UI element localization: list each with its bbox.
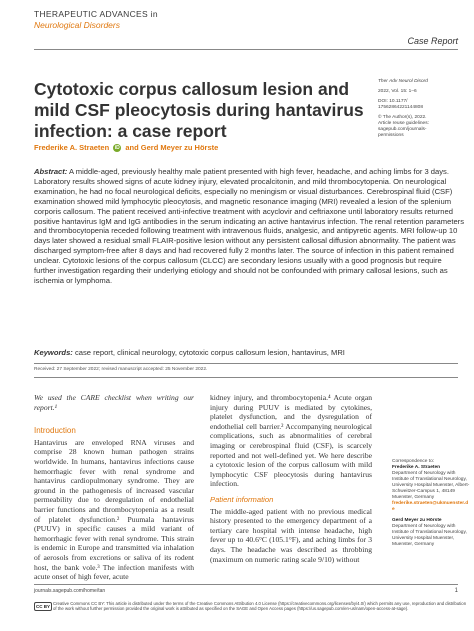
journal-url[interactable]: journals.sagepub.com/home/tan bbox=[34, 588, 106, 594]
meta-line: DOI: 10.1177/ bbox=[378, 99, 408, 104]
correspondence-address: Department of Neurology with Institute of Translational Neurology, University Hospital Muenster, Muenster, Germany bbox=[392, 524, 467, 547]
correspondence-email[interactable]: frederike.straeten@ukmuenster.de bbox=[392, 501, 469, 512]
keywords bbox=[34, 348, 464, 357]
correspondence-address: Department of Neurology with Institute of Translational Neurology, University Hospital Muenster, Albert-Schweitzer-Campus 1, 48149 Muenster, Germany bbox=[392, 471, 470, 500]
section-heading-patient: Patient information bbox=[210, 494, 274, 504]
abstract-divider bbox=[34, 363, 458, 364]
footer-divider bbox=[34, 584, 458, 585]
introduction-text: Hantavirus are enveloped RNA viruses and comprise 28 known human pathogen strains worldwide. In humans, hantavirus infections cause hemorrhagic fever with renal syndrome and hantavirus cardiopulmonary syndrome. They are ground in the pathogenesis of increased vascular permeability due to deregulation of endothelial barrier functions and thrombocytopenia as a result of platelet dysfunction.² Puumala hantavirus (PUUV) in specific causes a mild variant of hemorrhagic fever with renal syndrome. This strain is endemic in Europe and transmitted via inhalation of aerosols from excretions or saliva of its rodent host, the bank vole.³ The infection manifests with acute onset of high fever, acute bbox=[34, 437, 194, 582]
patient-text: The middle-aged patient with no previous medical history presented to the emergency department of a tertiary care hospital with intense headache, high fever up to 40.6°C (105.1°F), and aching limbs for 3 days. The headache was described as throbbing (maximum on numeric rating scale 9/10) without bbox=[210, 506, 372, 564]
author-list bbox=[34, 143, 218, 152]
article-meta bbox=[378, 79, 468, 139]
body-column-right bbox=[210, 393, 372, 564]
meta-line: Ther Adv Neurol Disord bbox=[378, 79, 428, 84]
correspondence-label: Correspondence to: bbox=[392, 459, 435, 464]
keywords-label: Keywords: bbox=[34, 348, 73, 357]
meta-line: 2022, Vol. 15: 1–6 bbox=[378, 89, 417, 94]
journal-name: THERAPEUTIC ADVANCES in bbox=[34, 9, 158, 19]
article-dates: Received: 27 September 2022; revised manuscript accepted: 25 November 2022. bbox=[34, 367, 208, 372]
abstract-label: Abstract: bbox=[34, 167, 68, 176]
author-name[interactable]: and Gerd Meyer zu Hörste bbox=[125, 143, 219, 152]
meta-line: © The Author(s), 2022. bbox=[378, 115, 427, 120]
correspondence-name: Gerd Meyer zu Hörste bbox=[392, 518, 442, 523]
keywords-text: case report, clinical neurology, cytotoxic corpus callosum lesion, hantavirus, MRI bbox=[72, 348, 345, 357]
article-title: Cytotoxic corpus callosum lesion and mild CSF pleocytosis during hantavirus infection: a case report bbox=[34, 79, 364, 141]
abstract-text: A middle-aged, previously healthy male patient presented with high fever, headache, and aching limbs for 3 days. Laboratory results showed signs of acute kidney injury, elevated procalcitonin, and mild thrombocytopenia. On neurological examination, he had no focal neurological deficits, especially no meningism or visual disturbances. Cerebrospinal fluid (CSF) examination showed mild lymphocytic pleocytosis, and magnetic resonance imaging (MRI) revealed a lesion of the splenium corporis callosum. The patient received anti-infective treatment with acyclovir and ceftriaxone until laboratory results returned positive hantavirus IgM and IgG antibodies in the serum indicating an active hantavirus infection. The renal retention parameters and thrombocytopenia receded following treatment with intravenous fluids, analgesic, and antipyretic agents. MRI follow-up 10 days later showed a residual small FLAIR-positive lesion without any persistent callosal diffusion abnormality. The patient was discharged symptom-free after 8 days and had recovered fully 2 months later. The source of infection in this patient remained unclear. Cytotoxic lesions of the corpus callosum (CLCC) are secondary lesions usually with a good prognosis but require further investigation regarding their underlying etiology and should not be confounded with primary callosal lesions, such as ischemia or lymphoma. bbox=[34, 167, 464, 285]
article-type: Case Report bbox=[407, 36, 458, 46]
correspondence-name: Frederike A. Straeten bbox=[392, 465, 441, 470]
care-statement: We used the CARE checklist when writing our report.¹ bbox=[34, 393, 194, 412]
cc-license-icon: CC BY bbox=[35, 604, 50, 609]
abstract bbox=[34, 167, 464, 286]
introduction-continued: kidney injury, and thrombocytopenia.⁴ Acute organ injury during PUUV is mediated by cytokines, platelet dysfunction, and the dysregulation of endothelial cell barrier.² Accompanying neurological complications, such as abnormalities of cerebral imaging or cerebrospinal fluid (CSF), is scarcely reported and not well-defined yet. We here describe a cytotoxic lesion of the corpus callosum with mild lymphocytic CSF pleocytosis during hantavirus infection. bbox=[210, 393, 372, 489]
author-name[interactable]: Frederike A. Straeten bbox=[34, 143, 110, 152]
meta-line: 17562864221144808 bbox=[378, 105, 423, 110]
correspondence bbox=[392, 459, 470, 548]
dates-divider bbox=[34, 377, 458, 378]
header-divider bbox=[34, 49, 458, 50]
meta-line: permissions bbox=[378, 133, 404, 138]
section-heading-introduction: Introduction bbox=[34, 426, 76, 436]
meta-line: sagepub.com/journals- bbox=[378, 127, 427, 132]
license-text: Creative Commons CC BY: This article is distributed under the terms of the Creative Commons Attribution 4.0 License (https://creativecommons.org/licenses/by/4.0/) which permits any use, reproduction and distribution of the work without further permission provided the original work is attributed as specified on the SAGE and Open Access pages (https://us.sagepub.com/en-us/nam/open-access-at-sage). bbox=[53, 601, 467, 612]
orcid-icon[interactable]: iD bbox=[114, 145, 120, 152]
body-column-left bbox=[34, 393, 194, 582]
page-number: 1 bbox=[454, 588, 458, 594]
journal-subtitle: Neurological Disorders bbox=[34, 20, 120, 30]
meta-line: Article reuse guidelines: bbox=[378, 121, 429, 126]
